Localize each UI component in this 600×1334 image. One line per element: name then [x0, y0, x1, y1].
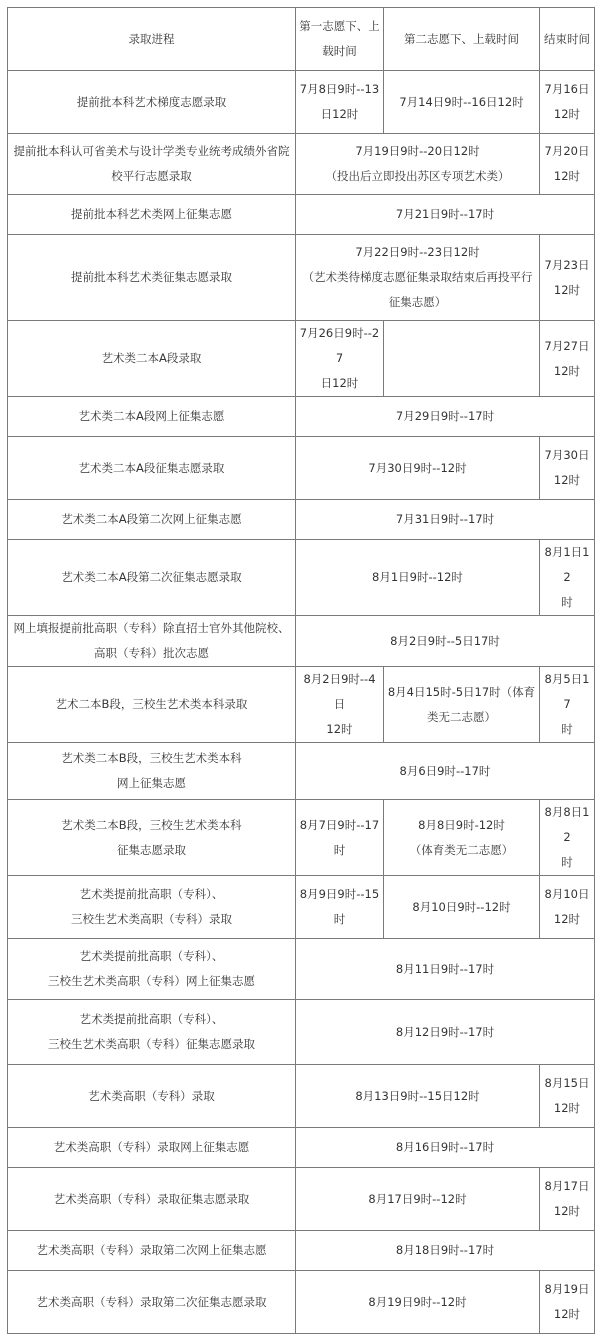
- stage-cell: [8, 1271, 296, 1334]
- stage-cell-line: 艺术二本B段，三校生艺术类本科录取: [55, 697, 248, 711]
- stage-cell: [8, 876, 296, 939]
- table-row: [8, 800, 595, 876]
- stage-cell: [8, 800, 296, 876]
- time-cell-merged: [296, 1168, 540, 1231]
- first-choice-cell: [296, 71, 384, 134]
- stage-cell-line: 征集志愿录取: [117, 842, 186, 857]
- stage-cell-line: 艺术类提前批高职（专科）、: [79, 887, 224, 901]
- first-choice-cell: [296, 800, 384, 876]
- first-choice-cell: [296, 321, 384, 397]
- stage-cell-line: 艺术类高职（专科）录取第二次征集志愿录取: [36, 1294, 267, 1309]
- time-cell-merged-line: 8月16日9时--17时: [395, 1140, 495, 1154]
- time-cell-merged: [296, 616, 595, 667]
- end-time-cell-line: 7月30日: [544, 448, 590, 462]
- stage-cell-line: 提前批本科艺术类网上征集志愿: [71, 207, 232, 221]
- end-time-cell: [540, 1168, 595, 1231]
- table-row: [8, 1271, 595, 1334]
- end-time-cell-line: 8月17日: [544, 1179, 590, 1193]
- end-time-cell: [540, 800, 595, 876]
- end-time-cell-line: 12时: [553, 1204, 581, 1218]
- time-cell-merged-line: 8月1日9时--12时: [372, 570, 463, 584]
- second-choice-cell: [384, 321, 540, 397]
- stage-cell: [8, 1231, 296, 1271]
- stage-cell: [8, 743, 296, 800]
- table-row: [8, 500, 595, 540]
- time-cell-merged: [296, 1271, 540, 1334]
- end-time-cell: [540, 321, 595, 397]
- stage-cell: [8, 1128, 296, 1168]
- time-cell-merged: [296, 1128, 595, 1168]
- end-time-cell-line: 8月1日12: [544, 545, 590, 584]
- end-time-cell-line: 7月27日: [544, 338, 590, 353]
- stage-cell-line: 艺术类提前批高职（专科）、: [79, 949, 224, 963]
- first-choice-cell-line: 时: [333, 842, 346, 857]
- time-cell-merged: [296, 134, 540, 195]
- stage-cell-line: 提前批本科艺术梯度志愿录取: [76, 94, 227, 109]
- end-time-cell: [540, 71, 595, 134]
- header-second-choice: 第二志愿下、上载时间: [384, 8, 540, 71]
- table-row: [8, 743, 595, 800]
- end-time-cell-line: 8月5日17: [544, 672, 590, 711]
- first-choice-cell-line: 8月9日9时--15: [299, 887, 380, 901]
- time-cell-merged: [296, 235, 540, 321]
- table-row: [8, 397, 595, 437]
- end-time-cell-line: 7月23日: [544, 257, 590, 272]
- stage-cell-line: 艺术类二本B段，三校生艺术类本科: [61, 751, 242, 765]
- table-row: [8, 437, 595, 500]
- end-time-cell: [540, 540, 595, 616]
- stage-cell-line: 三校生艺术类高职（专科）录取: [71, 912, 232, 926]
- end-time-cell: [540, 235, 595, 321]
- second-choice-cell-line: （体育类无二志愿）: [409, 842, 514, 857]
- time-cell-merged: [296, 437, 540, 500]
- time-cell-merged-line: 7月21日9时--17时: [395, 207, 495, 221]
- end-time-cell-line: 8月8日12: [544, 805, 590, 844]
- stage-cell-line: 艺术类二本B段，三校生艺术类本科: [61, 817, 242, 832]
- end-time-cell-line: 8月19日: [544, 1282, 590, 1296]
- table-row: [8, 134, 595, 195]
- second-choice-cell-line: 类无二志愿）: [427, 709, 496, 724]
- stage-cell-line: 艺术类二本A段网上征集志愿: [78, 409, 225, 423]
- time-cell-merged-line: 8月13日9时--15日12时: [355, 1088, 480, 1103]
- table-row: [8, 616, 595, 667]
- first-choice-cell-line: 12时: [326, 722, 353, 736]
- stage-cell: [8, 1065, 296, 1128]
- table-row: [8, 1065, 595, 1128]
- stage-cell-line: 校平行志愿录取: [111, 169, 192, 183]
- time-cell-merged-line: 7月22日9时--23日12时: [355, 245, 480, 259]
- table-row: [8, 667, 595, 743]
- stage-cell: [8, 235, 296, 321]
- end-time-cell: [540, 876, 595, 939]
- stage-cell-line: 高职（专科）批次志愿: [94, 646, 209, 660]
- stage-cell: [8, 540, 296, 616]
- stage-cell-line: 艺术类高职（专科）录取: [88, 1088, 215, 1103]
- time-cell-merged: [296, 1231, 595, 1271]
- time-cell-merged: [296, 195, 595, 235]
- stage-cell: [8, 437, 296, 500]
- time-cell-merged-line: 征集志愿）: [388, 295, 447, 309]
- end-time-cell: [540, 667, 595, 743]
- time-cell-merged-line: 7月30日9时--12时: [368, 460, 467, 475]
- time-cell-merged-line: 8月11日9时--17时: [395, 961, 495, 976]
- header-end-time: 结束时间: [540, 8, 595, 71]
- end-time-cell-line: 12时: [553, 363, 581, 378]
- time-cell-merged-line: 8月12日9时--17时: [395, 1024, 495, 1039]
- end-time-cell: [540, 134, 595, 195]
- second-choice-cell-line: 8月8日9时-12时: [418, 817, 505, 832]
- stage-cell-line: 提前批本科艺术类征集志愿录取: [71, 270, 232, 284]
- end-time-cell-line: 12时: [553, 282, 581, 297]
- stage-cell: [8, 321, 296, 397]
- stage-cell-line: 艺术类高职（专科）录取网上征集志愿: [53, 1140, 250, 1154]
- second-choice-cell: [384, 667, 540, 743]
- end-time-cell-line: 时: [561, 855, 573, 869]
- second-choice-cell: [384, 800, 540, 876]
- end-time-cell: [540, 437, 595, 500]
- table-row: [8, 1231, 595, 1271]
- end-time-cell-line: 7月20日: [544, 144, 590, 158]
- time-cell-merged-line: 8月19日9时--12时: [368, 1294, 467, 1309]
- end-time-cell-line: 12时: [553, 169, 581, 183]
- time-cell-merged: [296, 939, 595, 1000]
- end-time-cell: [540, 1065, 595, 1128]
- time-cell-merged-line: 8月18日9时--17时: [395, 1243, 495, 1257]
- time-cell-merged-line: 7月19日9时--20日12时: [355, 144, 480, 158]
- time-cell-merged-line: 8月2日9时--5日17时: [390, 633, 500, 648]
- time-cell-merged-line: 8月6日9时--17时: [399, 763, 491, 778]
- first-choice-cell: [296, 667, 384, 743]
- time-cell-merged: [296, 1065, 540, 1128]
- table-row: [8, 321, 595, 397]
- end-time-cell-line: 12时: [553, 473, 581, 487]
- end-time-cell-line: 8月15日: [544, 1076, 590, 1090]
- end-time-cell-line: 时: [561, 595, 573, 609]
- stage-cell: [8, 500, 296, 540]
- second-choice-cell: [384, 876, 540, 939]
- admission-schedule-table: [7, 7, 595, 1334]
- table-row: [8, 540, 595, 616]
- stage-cell-line: 网上征集志愿: [117, 776, 186, 790]
- time-cell-merged: [296, 1000, 595, 1065]
- end-time-cell-line: 8月10日: [544, 887, 590, 901]
- end-time-cell-line: 12时: [553, 107, 581, 121]
- stage-cell-line: 艺术类二本A段录取: [101, 351, 202, 365]
- stage-cell-line: 提前批本科认可省美术与设计学类专业统考成绩外省院: [13, 144, 290, 158]
- end-time-cell-line: 7月16日: [544, 82, 590, 96]
- time-cell-merged: [296, 540, 540, 616]
- second-choice-cell-line: 7月14日9时--16日12时: [399, 94, 524, 109]
- time-cell-merged-line: （艺术类待梯度志愿征集录取结束后再投平行: [302, 270, 533, 284]
- time-cell-merged: [296, 500, 595, 540]
- stage-cell-line: 三校生艺术类高职（专科）网上征集志愿: [48, 974, 255, 988]
- second-choice-cell: [384, 71, 540, 134]
- stage-cell-line: 艺术类高职（专科）录取征集志愿录取: [53, 1191, 250, 1206]
- end-time-cell-line: 12时: [553, 912, 581, 926]
- time-cell-merged-line: 8月17日9时--12时: [368, 1191, 467, 1206]
- table-row: [8, 1128, 595, 1168]
- second-choice-cell-line: 8月10日9时--12时: [412, 899, 511, 914]
- time-cell-merged-line: 7月31日9时--17时: [395, 512, 495, 526]
- stage-cell-line: 三校生艺术类高职（专科）征集志愿录取: [48, 1037, 255, 1051]
- stage-cell-line: 艺术类提前批高职（专科）、: [79, 1012, 224, 1026]
- end-time-cell-line: 12时: [553, 1307, 581, 1321]
- first-choice-cell-line: 7月26日9时--27: [299, 326, 380, 365]
- stage-cell-line: 艺术类二本A段第二次征集志愿录取: [61, 570, 242, 584]
- table-row: [8, 1168, 595, 1231]
- first-choice-cell-line: 8月2日9时--4日: [303, 672, 376, 711]
- header-first-choice: 第一志愿下、上 载时间: [296, 8, 384, 71]
- table-row: [8, 939, 595, 1000]
- first-choice-cell-line: 8月7日9时--17: [299, 817, 380, 832]
- end-time-cell: [540, 1271, 595, 1334]
- end-time-cell-line: 12时: [553, 1101, 581, 1115]
- stage-cell: [8, 939, 296, 1000]
- header-stage: 录取进程: [8, 8, 296, 71]
- stage-cell-line: 艺术类二本A段征集志愿录取: [78, 460, 225, 475]
- first-choice-cell-line: 时: [333, 912, 346, 926]
- table-row: [8, 876, 595, 939]
- stage-cell: [8, 71, 296, 134]
- stage-cell-line: 艺术类二本A段第二次网上征集志愿: [61, 512, 242, 526]
- end-time-cell-line: 时: [561, 722, 573, 736]
- stage-cell: [8, 397, 296, 437]
- first-choice-cell-line: 7月8日9时--13: [299, 82, 380, 96]
- stage-cell: [8, 195, 296, 235]
- second-choice-cell-line: 8月4日15时-5日17时（体育: [387, 684, 536, 699]
- time-cell-merged-line: （投出后立即投出苏区专项艺术类）: [325, 169, 510, 183]
- stage-cell: [8, 134, 296, 195]
- table-row: [8, 235, 595, 321]
- stage-cell: [8, 667, 296, 743]
- table-header-row: [8, 8, 595, 71]
- stage-cell: [8, 1000, 296, 1065]
- stage-cell: [8, 1168, 296, 1231]
- stage-cell: [8, 616, 296, 667]
- first-choice-cell: [296, 876, 384, 939]
- stage-cell-line: 艺术类高职（专科）录取第二次网上征集志愿: [36, 1243, 267, 1257]
- time-cell-merged-line: 7月29日9时--17时: [395, 409, 495, 423]
- first-choice-cell-line: 日12时: [320, 376, 359, 390]
- first-choice-cell-line: 日12时: [320, 107, 359, 121]
- time-cell-merged: [296, 397, 595, 437]
- time-cell-merged: [296, 743, 595, 800]
- table-row: [8, 1000, 595, 1065]
- table-row: [8, 195, 595, 235]
- table-row: [8, 71, 595, 134]
- stage-cell-line: 网上填报提前批高职（专科）除直招士官外其他院校、: [13, 621, 290, 635]
